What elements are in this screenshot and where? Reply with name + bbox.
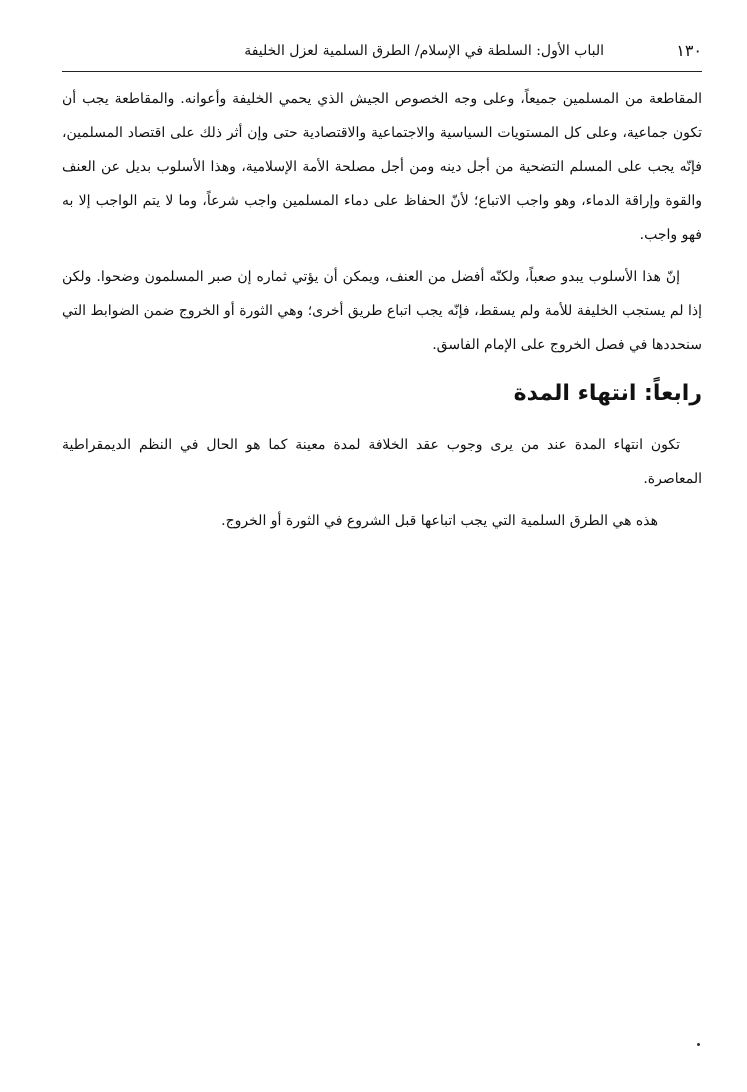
scan-speck xyxy=(697,1043,700,1046)
page-number: ١٣٠ xyxy=(676,41,702,60)
body-text xyxy=(62,82,702,546)
paragraph-conclusion: هذه هي الطرق السلمية التي يجب اتباعها قبل الشروع في الثورة أو الخروج. xyxy=(221,513,658,529)
section-heading: رابعاً: انتهاء المدة xyxy=(513,381,702,406)
paragraph-difficulty: إنّ هذا الأسلوب يبدو صعباً، ولكنّه أفضل من العنف، ويمكن أن يؤتي ثماره إن صبر المسلمون وضحوا. ولكن إذا لم يستجب الخليفة للأمة ولم يسقط، فإنّه يجب اتباع طريق أخرى؛ وهي الثورة أو الخروج ضمن الضوابط التي سنحددها في فصل الخروج على الإمام الفاسق. xyxy=(62,269,702,353)
running-header-title: الباب الأول: السلطة في الإسلام/ الطرق السلمية لعزل الخليفة xyxy=(244,43,604,59)
header-rule xyxy=(62,71,702,72)
running-header xyxy=(62,38,702,66)
paragraph-boycott: المقاطعة من المسلمين جميعاً، وعلى وجه الخصوص الجيش الذي يحمي الخليفة وأعوانه. والمقاطعة يجب أن تكون جماعية، وعلى كل المستويات السياسية والاجتماعية والاقتصادية حتى وإن أثر ذلك على اقتصاد المسلمين، فإنّه يجب على المسلم التضحية من أجل دينه ومن أجل مصلحة الأمة الإسلامية، وهذا الأسلوب بديل عن العنف والقوة وإراقة الدماء، وهو واجب الاتباع؛ لأنّ الحفاظ على دماء المسلمين واجب شرعاً، وما لا يتم الواجب إلا به فهو واجب. xyxy=(62,91,702,243)
paragraph-term-end: تكون انتهاء المدة عند من يرى وجوب عقد الخلافة لمدة معينة كما هو الحال في النظم الديمقراطية المعاصرة. xyxy=(62,437,702,487)
